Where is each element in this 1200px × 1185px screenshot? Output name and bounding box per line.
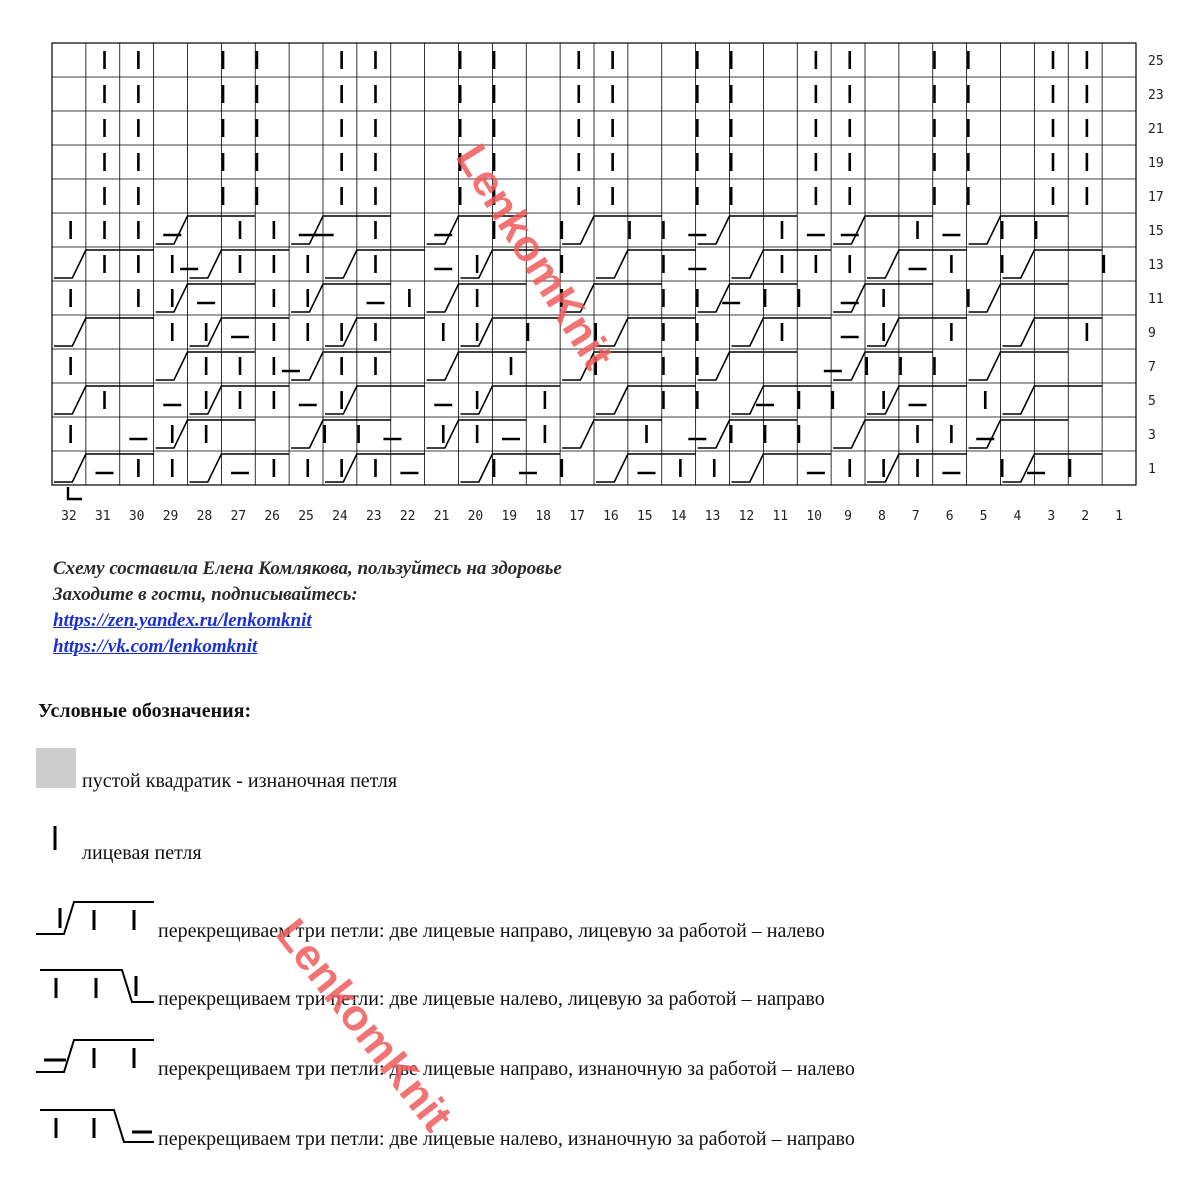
row-number: 1 [1148, 462, 1156, 477]
row-number: 21 [1148, 122, 1164, 137]
column-number: 24 [332, 509, 348, 524]
row-number: 15 [1148, 224, 1164, 239]
knitting-chart [0, 0, 1200, 540]
column-number: 12 [738, 509, 755, 524]
row-number: 3 [1148, 428, 1156, 443]
column-number: 5 [979, 509, 988, 524]
column-number: 20 [467, 509, 484, 524]
row-number: 19 [1148, 156, 1164, 171]
column-number: 31 [94, 509, 111, 524]
column-number: 17 [569, 509, 585, 524]
row-number: 23 [1148, 88, 1164, 103]
cross-right-purl-icon [36, 1038, 156, 1078]
legend-item-cross-right-purl [36, 1038, 1036, 1082]
row-number: 13 [1148, 258, 1164, 273]
column-number: 10 [806, 509, 823, 524]
cross-right-knit-icon [36, 900, 156, 940]
column-number: 1 [1115, 509, 1123, 524]
column-number: 16 [603, 509, 619, 524]
column-number: 11 [772, 509, 789, 524]
legend-text-cross-left-knit: перекрещиваем три петли: две лицевые налево, лицевую за работой – направо [158, 988, 825, 1010]
column-number: 25 [298, 509, 314, 524]
column-number: 28 [196, 509, 213, 524]
column-number: 2 [1081, 509, 1090, 524]
legend-title: Условные обозначения: [38, 700, 252, 722]
legend-text-cross-right-knit: перекрещиваем три петли: две лицевые направо, лицевую за работой – налево [158, 920, 825, 942]
legend-item-cross-left-knit [36, 968, 1036, 1012]
credits-line-author: Схему составила Елена Комлякова, пользуйтесь на здоровье [53, 558, 562, 579]
zen-link[interactable]: https://zen.yandex.ru/lenkomknit [53, 610, 312, 631]
legend-watermark: LenkomKnit [266, 910, 462, 1141]
legend-item-purl [36, 748, 636, 792]
cross-left-knit-icon [36, 968, 156, 1008]
column-number: 23 [365, 509, 382, 524]
column-number: 32 [61, 509, 77, 524]
row-number: 9 [1148, 326, 1156, 341]
column-number: 9 [844, 509, 852, 524]
row-number: 11 [1148, 292, 1164, 307]
row-number: 17 [1148, 190, 1164, 205]
column-number: 30 [128, 509, 145, 524]
column-number: 18 [535, 509, 552, 524]
column-number: 15 [636, 509, 653, 524]
column-number: 26 [264, 509, 281, 524]
legend-text-purl: пустой квадратик - изнаночная петля [82, 770, 398, 792]
legend-item-cross-left-purl [36, 1108, 1036, 1152]
column-number: 3 [1047, 509, 1056, 524]
column-number: 29 [162, 509, 179, 524]
credits-line-invite: Заходите в гости, подписывайтесь: [53, 584, 358, 605]
legend-text-cross-left-purl: перекрещиваем три петли: две лицевые налево, изнаночную за работой – направо [158, 1128, 855, 1150]
cross-left-purl-icon [36, 1108, 156, 1148]
column-number: 4 [1013, 509, 1022, 524]
column-number: 27 [230, 509, 247, 524]
legend-text-knit: лицевая петля [82, 842, 202, 864]
column-number: 14 [670, 509, 687, 524]
row-number: 7 [1148, 360, 1156, 375]
legend-text-cross-right-purl: перекрещиваем три петли: две лицевые направо, изнаночную за работой – налево [158, 1058, 855, 1080]
chart-watermark: LenkomKnit [446, 136, 623, 378]
column-number: 22 [399, 509, 416, 524]
credits [53, 556, 562, 660]
corner-marker [68, 487, 82, 499]
row-number: 25 [1148, 54, 1164, 69]
column-number: 19 [501, 509, 518, 524]
legend-item-knit [36, 822, 636, 866]
legend-item-cross-right-knit [36, 900, 1036, 944]
purl-square-icon [36, 748, 76, 788]
vk-link[interactable]: https://vk.com/lenkomknit [53, 636, 258, 657]
column-number: 6 [945, 509, 954, 524]
column-number: 8 [878, 509, 886, 524]
column-number: 21 [433, 509, 450, 524]
row-number: 5 [1148, 394, 1156, 409]
column-number: 13 [704, 509, 721, 524]
column-number: 7 [911, 509, 920, 524]
knit-bar-icon [36, 822, 76, 862]
